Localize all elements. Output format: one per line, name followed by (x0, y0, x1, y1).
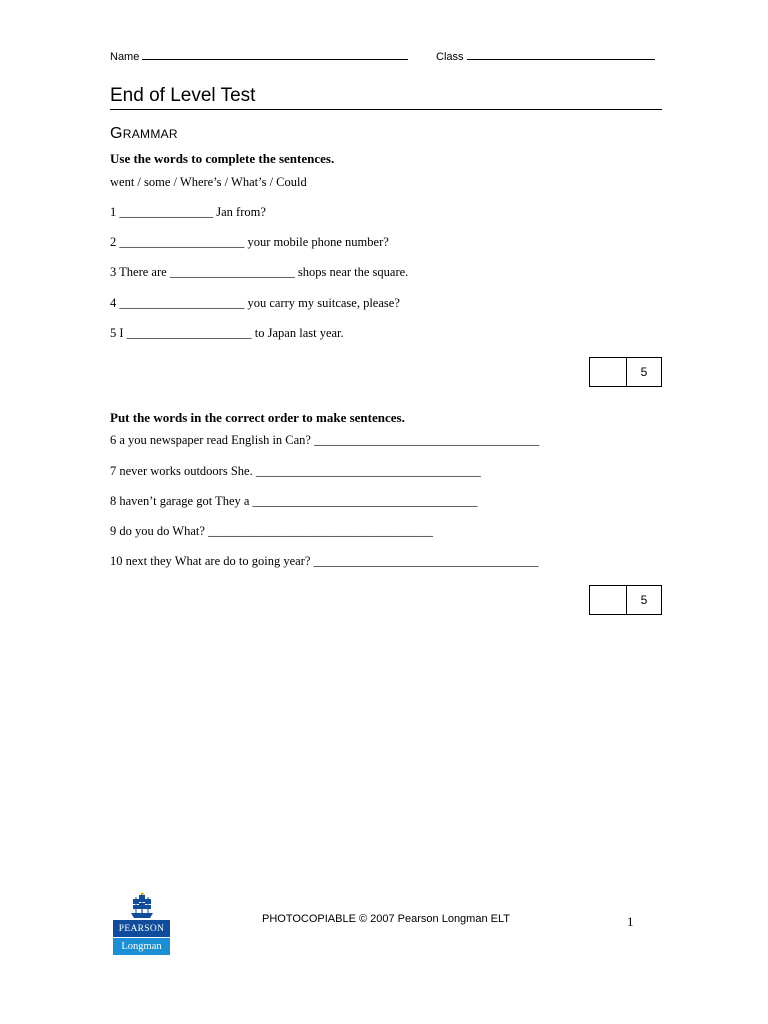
question-6: 6 a you newspaper read English in Can? ____________________________________ (110, 433, 540, 447)
score-total-exercise2: 5 (640, 593, 648, 607)
question-3: 3 There are ____________________ shops near the square. (110, 265, 409, 279)
question-8: 8 haven’t garage got They a ____________________________________ (110, 494, 478, 508)
class-label: Class (436, 51, 464, 63)
exercise1-instruction: Use the words to complete the sentences. (110, 151, 335, 166)
title-divider (110, 109, 662, 110)
question-2: 2 ____________________ your mobile phone number? (110, 235, 389, 249)
question-9: 9 do you do What? ____________________________________ (110, 524, 434, 538)
section-heading-rest: RAMMAR (122, 127, 178, 141)
class-blank[interactable] (467, 49, 655, 60)
name-label: Name (110, 51, 140, 63)
score-input-exercise1[interactable] (590, 358, 627, 386)
score-box-exercise2 (589, 585, 662, 615)
score-box-exercise1 (589, 357, 662, 387)
question-10: 10 next they What are do to going year? ____________________________________ (110, 554, 539, 568)
name-blank[interactable] (142, 49, 408, 60)
question-1: 1 _______________ Jan from? (110, 205, 266, 219)
logo-pearson-band: PEARSON (113, 920, 170, 937)
section-heading (110, 125, 178, 143)
name-field[interactable] (110, 49, 408, 63)
class-field[interactable] (436, 49, 655, 63)
question-7: 7 never works outdoors She. ____________________________________ (110, 464, 481, 478)
exercise2-instruction: Put the words in the correct order to make sentences. (110, 410, 405, 425)
ship-icon (129, 891, 155, 921)
section-heading-initial: G (110, 125, 123, 142)
word-bank: went / some / Where’s / What’s / Could (110, 175, 307, 189)
score-total-exercise1: 5 (640, 365, 648, 379)
question-5: 5 I ____________________ to Japan last year. (110, 326, 344, 340)
page-number: 1 (627, 914, 634, 929)
question-4: 4 ____________________ you carry my suitcase, please? (110, 296, 400, 310)
copyright-footer: PHOTOCOPIABLE © 2007 Pearson Longman ELT (262, 913, 510, 925)
pearson-longman-logo (113, 891, 170, 955)
page-title: End of Level Test (110, 85, 256, 106)
score-input-exercise2[interactable] (590, 586, 627, 614)
logo-longman-band: Longman (113, 938, 170, 955)
